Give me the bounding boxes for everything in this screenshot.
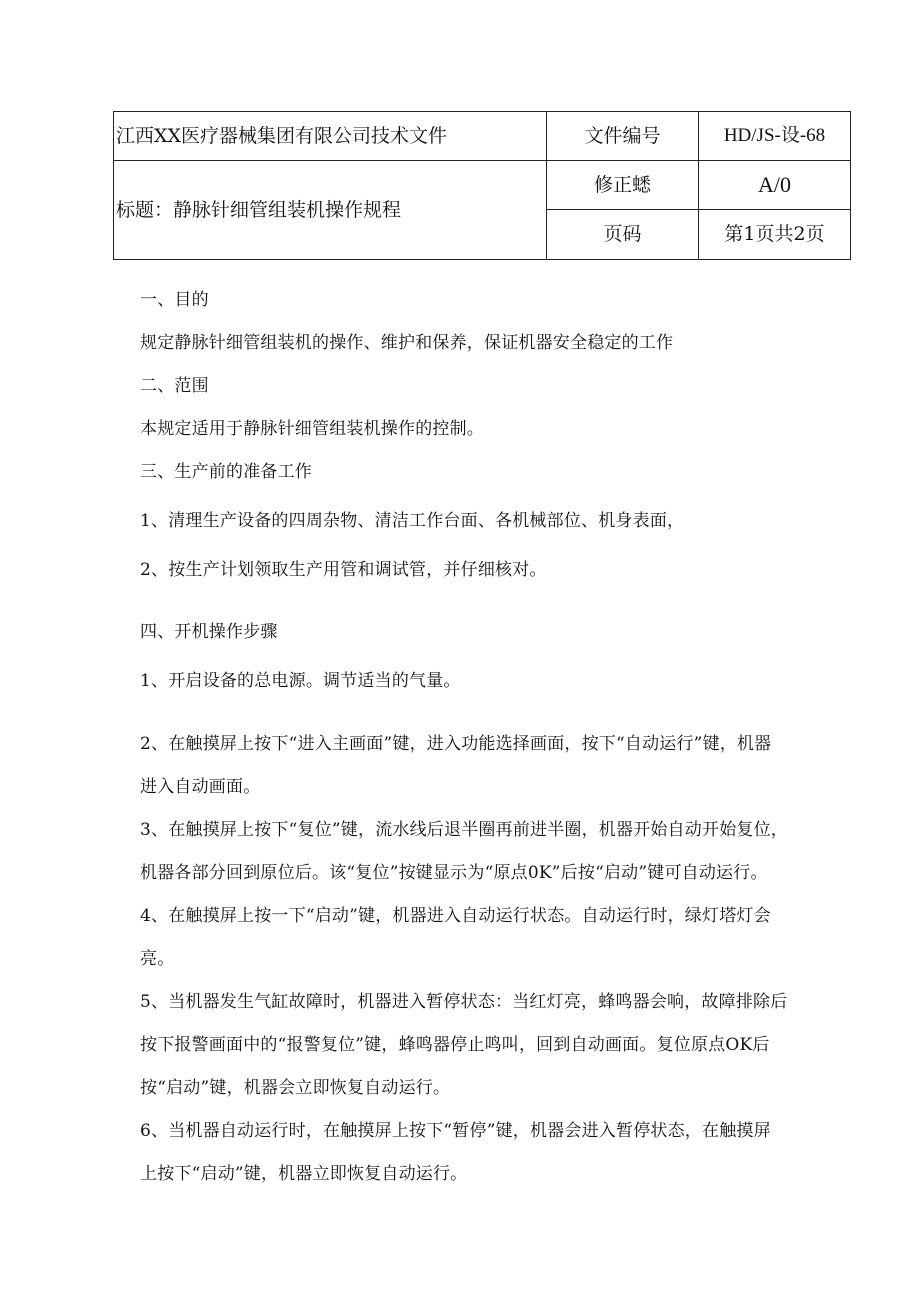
page-label: 页码 [547,210,699,260]
paragraph-line: 1、清理生产设备的四周杂物、清洁工作台面、各机械部位、机身表面， [140,511,685,531]
paragraph-line: 本规定适用于静脉针细管组装机操作的控制。 [140,419,484,439]
paragraph-line: 进入自动画面。 [140,777,261,797]
paragraph-line: 规定静脉针细管组装机的操作、维护和保养，保证机器安全稳定的工作 [140,333,674,353]
page-value: 第1页共2页 [699,210,851,260]
paragraph-line: 机器各部分回到原位后。该“复位”按键显示为“原点0K”后按“启动”键可自动运行。 [140,863,768,883]
paragraph-line: 按“启动”键，机器会立即恢复自动运行。 [140,1078,451,1098]
paragraph-line: 亮。 [140,949,175,969]
paragraph-line: 4、在触摸屏上按一下“启动”键，机器进入自动运行状态。自动运行时，绿灯塔灯会 [140,906,771,926]
revision-label: 修正蟋 [547,161,699,210]
paragraph-line: 按下报警画面中的“报警复位”键，蜂鸣器停止鸣叫，回到自动画面。复位原点OK后 [140,1035,770,1055]
paragraph-line: 1、开启设备的总电源。调节适当的气量。 [140,671,461,691]
revision-value: A/0 [699,161,851,210]
doc-number-label: 文件编号 [547,112,699,161]
paragraph-line: 6、当机器自动运行时，在触摸屏上按下“暂停”键，机器会进入暂停状态，在触摸屏 [140,1121,771,1141]
paragraph-line: 上按下“启动”键，机器立即恢复自动运行。 [140,1164,468,1184]
document-title: 标题：静脉针细管组装机操作规程 [114,161,547,260]
section-heading-preparation: 三、生产前的准备工作 [140,462,312,482]
section-heading-purpose: 一、目的 [140,290,209,310]
paragraph-line: 2、在触摸屏上按下“进入主画面”键，进入功能选择画面，按下“自动运行”键，机器 [140,734,772,754]
doc-number-value: HD/JS-设-68 [699,112,851,161]
document-header-table [113,111,851,260]
paragraph-line: 2、按生产计划领取生产用管和调试管，并仔细核对。 [140,560,547,580]
section-heading-startup: 四、开机操作步骤 [140,622,278,642]
section-heading-scope: 二、范围 [140,376,209,396]
paragraph-line: 5、当机器发生气缸故障时，机器进入暂停状态：当红灯亮，蜂鸣器会响，故障排除后 [140,992,788,1012]
paragraph-line: 3、在触摸屏上按下“复位”键，流水线后退半圈再前进半圈，机器开始自动开始复位， [140,820,788,840]
company-name: 江西XX医疗器械集团有限公司技术文件 [114,112,547,161]
